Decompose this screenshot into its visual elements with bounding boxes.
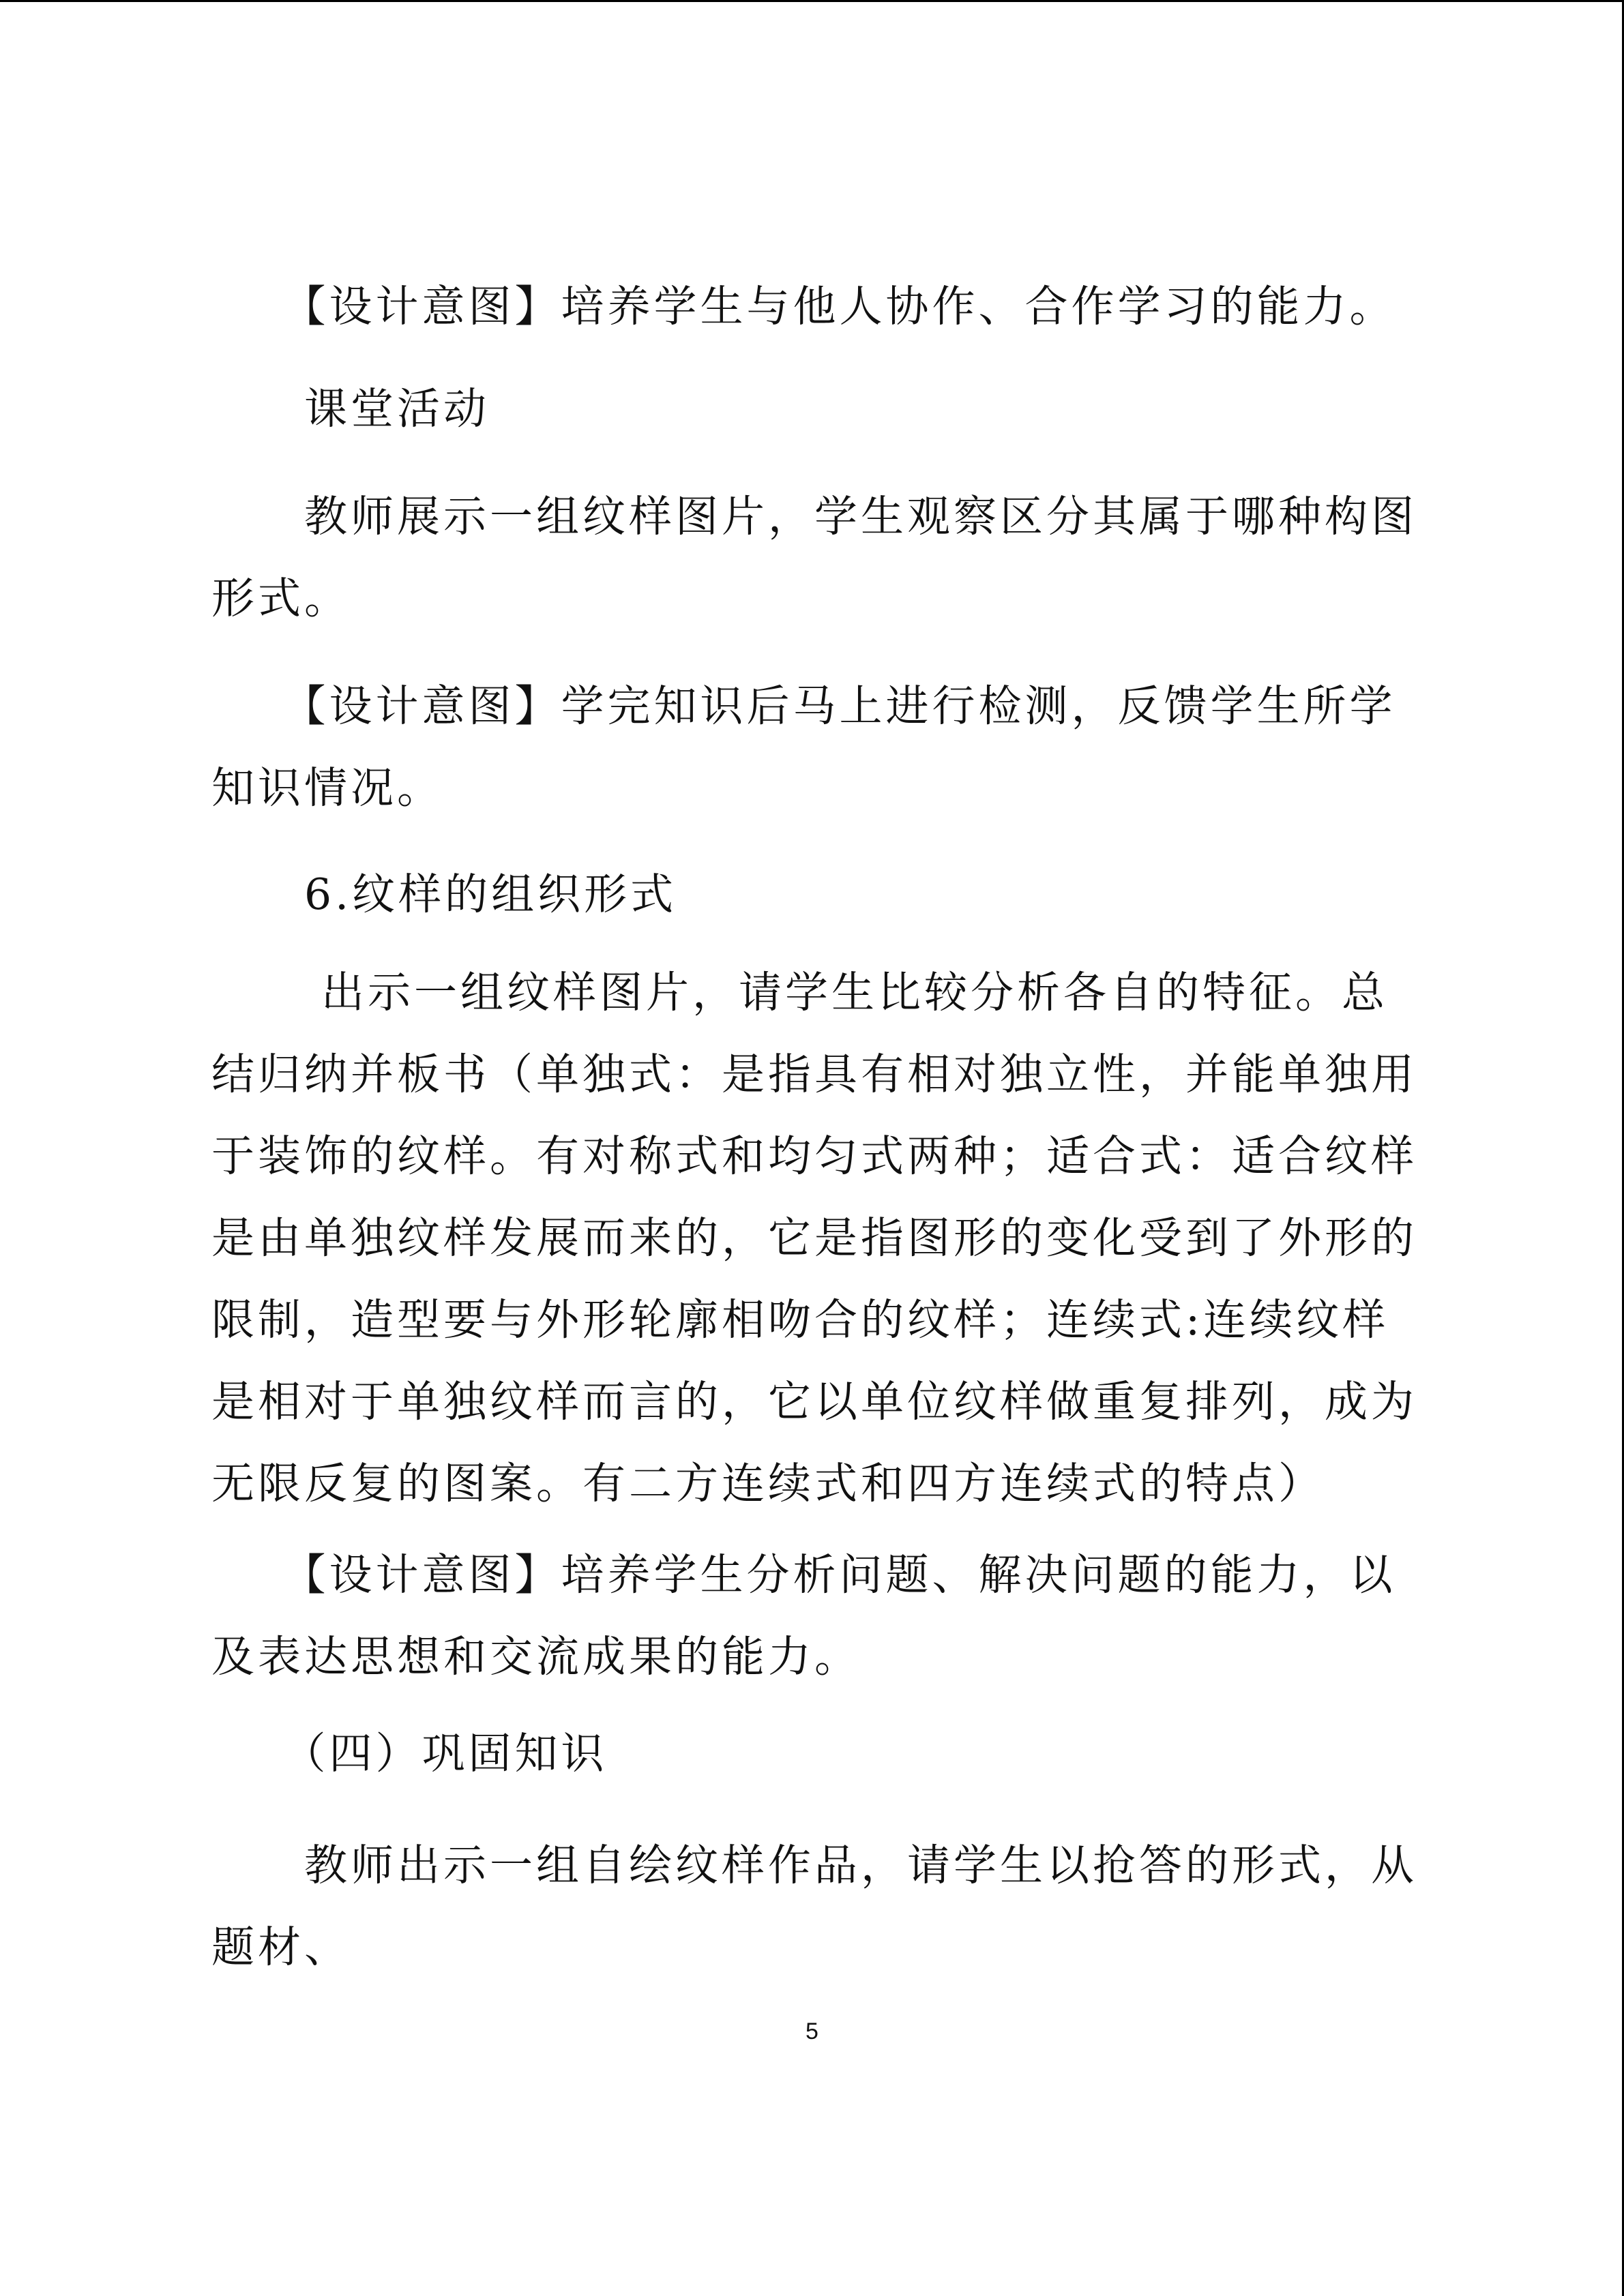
paragraph-design-intent-2: 【设计意图】学完知识后马上进行检测，反馈学生所学知识情况。 [211,681,1396,813]
paragraph-classroom-activity: 课堂活动 [211,384,490,434]
paragraph-teacher-shows-works: 教师出示一组自绘纹样作品，请学生以抢答的形式，从题材、 [211,1840,1417,1972]
section-heading-consolidate-knowledge: （四）巩固知识 [211,1729,608,1778]
paragraph-pattern-forms: 出示一组纹样图片，请学生比较分析各自的特征。总结归纳并板书（单独式：是指具有相对独立性，并能单独用于装饰的纹样。有对称式和均匀式两种；适合式：适合纹样是由单独纹样发展而来的，它是指图形的变化受到了外形的限制，造型要与外形轮廓相吻合的纹样；连续式:连续纹样是相对于单独纹样而言的，它以单位纹样做重复排列，成为无限反复的图案。有二方连续式和四方连续式的特点） [211,968,1417,1508]
section-heading-pattern-organization: 6.纹样的组织形式 [211,869,677,919]
page-number: 5 [806,2018,818,2044]
paragraph-design-intent-1: 【设计意图】培养学生与他人协作、合作学习的能力。 [211,282,1396,331]
paragraph-teacher-shows-patterns: 教师展示一组纹样图片，学生观察区分其属于哪种构图形式。 [211,492,1417,623]
paragraph-design-intent-3: 【设计意图】培养学生分析问题、解决问题的能力，以及表达思想和交流成果的能力。 [211,1550,1396,1682]
